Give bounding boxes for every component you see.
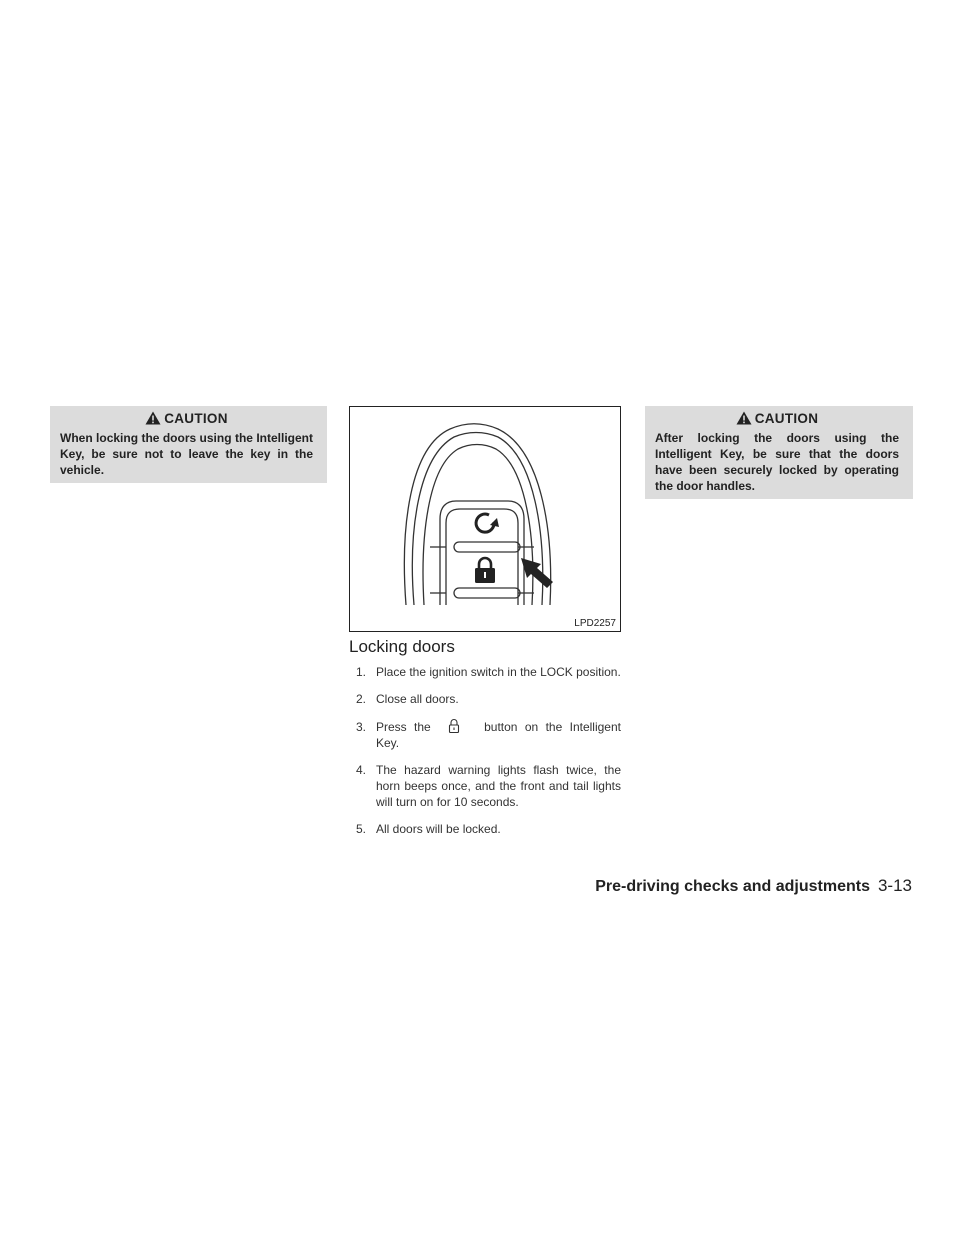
caution-box-left <box>50 406 327 483</box>
caution-box-right <box>645 406 913 499</box>
caution-text: After locking the doors using the Intelligent Key, be sure that the doors have been securely locked by operating the door handles. <box>655 431 899 493</box>
list-item: 3. Press the button on the Intelligent Key. <box>356 720 621 750</box>
intelligent-key-illustration <box>350 407 620 631</box>
caution-heading: CAUTION <box>60 406 313 430</box>
steps-list <box>356 664 621 848</box>
page-footer <box>595 876 912 896</box>
warning-triangle-icon <box>736 411 752 425</box>
list-item: 4. The hazard warning lights flash twice, the horn beeps once, and the front and tail lights will turn on for 10 seconds. <box>356 763 621 809</box>
list-item: 5. All doors will be locked. <box>356 822 501 836</box>
figure-code: LPD2257 <box>574 618 616 629</box>
caution-heading: CAUTION <box>655 406 899 430</box>
key-figure <box>349 406 621 632</box>
section-title: Locking doors <box>349 637 455 656</box>
page-number: 3-13 <box>877 876 912 895</box>
lock-button-icon <box>448 718 460 734</box>
warning-triangle-icon <box>145 411 161 425</box>
footer-section-title: Pre-driving checks and adjustments <box>595 878 870 895</box>
caution-text: When locking the doors using the Intelligent Key, be sure not to leave the key in the vehicle. <box>60 431 313 477</box>
list-item: 1. Place the ignition switch in the LOCK position. <box>356 665 621 679</box>
list-item: 2. Close all doors. <box>356 692 459 706</box>
